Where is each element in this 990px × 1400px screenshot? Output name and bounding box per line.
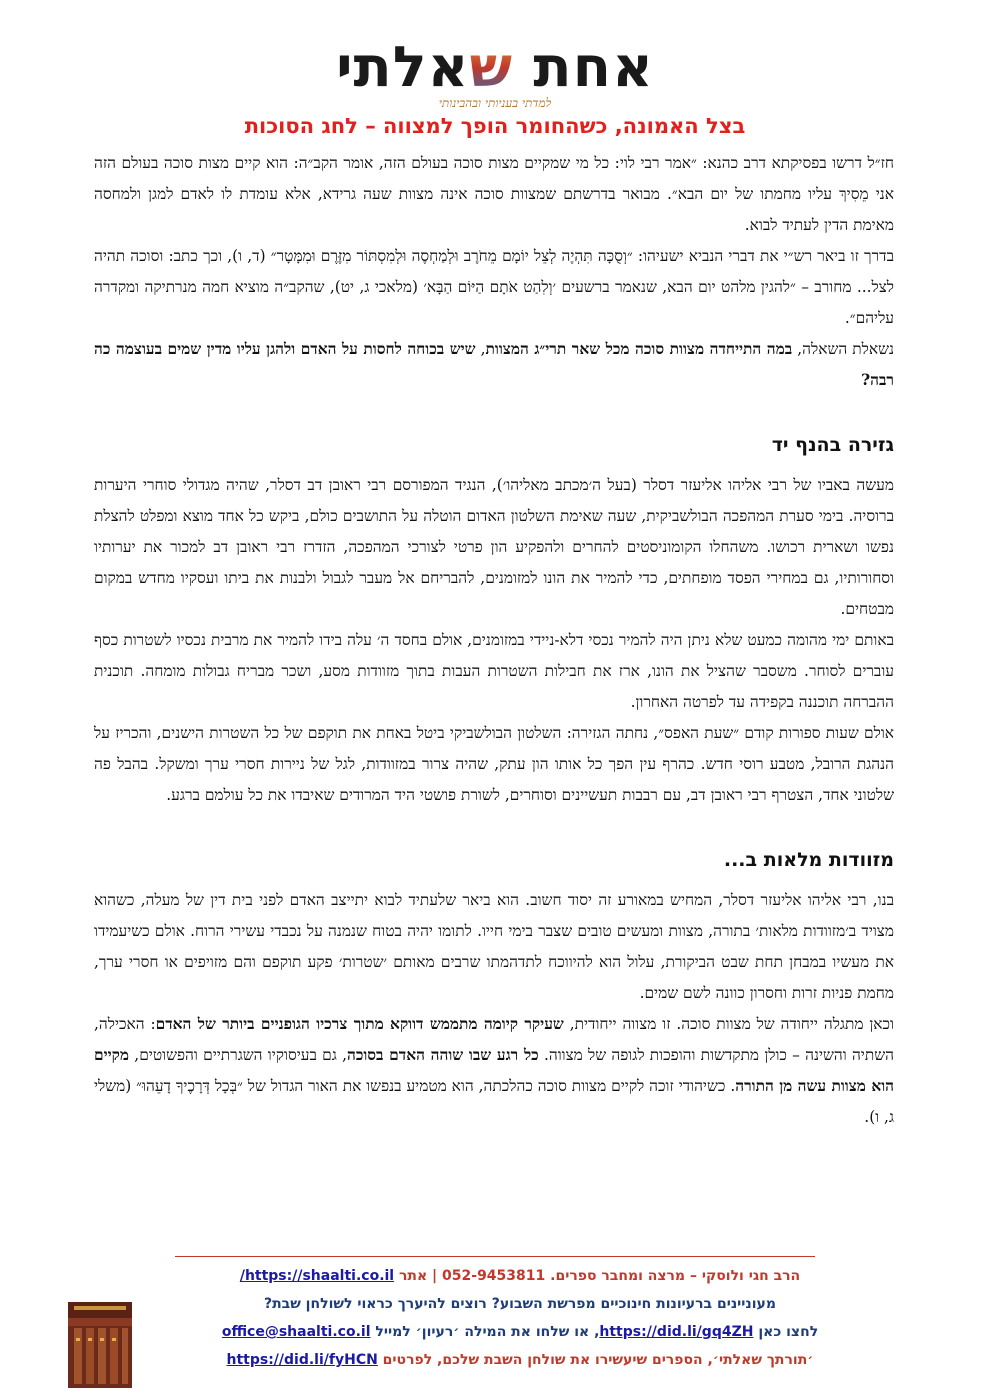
page-title: בצל האמונה, כשהחומר הופך למצווה – לחג הסוכות bbox=[244, 114, 746, 138]
footer-promo-line: מעוניינים ברעיונות חינוכיים מפרשת השבוע? רוצים להיערך כראוי לשולחן שבת? bbox=[263, 1296, 777, 1312]
intro-paragraph-1: חז״ל דרשו בפסיקתא דרב כהנא: ״אמר רבי לוי: כל מי שמקיים מצות סוכה בעולם הזה, אומר הקב״ה: הוא קיים מצות סוכה בעולם הזה אני מֵסִיךְ עליו מחמתו של יום הבא״. מבואר בדרשתם שמצוות סוכה אינה מצוות שעה גרידא, אלא עומדת לו לאדם למגן ולמחסה מאימת הדין לעתיד לבוא. bbox=[94, 154, 894, 234]
footer bbox=[150, 1262, 890, 1374]
logo-tagline: למדתי בעניותי ובהבינותי bbox=[438, 96, 552, 110]
logo-wordmark: אחת שאלתי bbox=[336, 35, 654, 100]
footer-contact-line: לחצו כאן https://did.li/gq4ZH, או שלחו את המילה ׳רעיון׳ למייל office@shaalti.co.il bbox=[221, 1324, 819, 1340]
intro-paragraph-3: נשאלת השאלה, במה התייחדה מצוות סוכה מכל שאר תרי״ג המצוות, שיש בכוחה לחסות על האדם ולהגן עליו מדין שמים בעוצמה כה רבה? bbox=[94, 340, 894, 389]
footer-author-line: הרב חגי ולוסקי – מרצה ומחבר ספרים. 052-9453811 | אתר https://shaalti.co.il/ bbox=[239, 1268, 801, 1284]
section1-paragraph-2: באותם ימי מהומה כמעט שלא ניתן היה להמיר נכסי דלא-ניידי במזומנים, אולם בחסד ה׳ עלה בידו להמיר את מרבית נכסיו לשטרות כסף עוברים לסוחר. משסבר שהציל את הונו, ארז את חבילות השטרות העבות בתוך מזוודות מסע, ושכר מבריח גבולות מומחה. תוכנית ההברחה תוכננה בקפידה עד לפרטה האחרון. bbox=[94, 631, 894, 711]
section1-paragraph-1: מעשה באביו של רבי אליהו אליעזר דסלר (בעל ה׳מכתב מאליהו׳), הנגיד המפורסם רבי ראובן דב דסלר, שהיה מגדולי סוחרי היערות ברוסיה. בימי סערת המהפכה הבולשביקית, שעה שאימת השלטון האדום הוטלה על התושבים כולם, ביקש כל אחד מוצא ומפלט להצלת נפשו ושארית רכושו. משהחלו הקומוניסטים להחרים ולהפקיע הון פרטי לצורכי המהפכה, הזדרז רבי ראובן דב למכור את יערותיו וסחורותיו, גם במחירי הפסד מופחתים, כדי להמיר את הונו למזומנים, להבריחם אל מעבר לגבול ולבנות את ביתו ועסקיו מחדש במקום מבטחים. bbox=[94, 476, 894, 618]
section2-paragraph-1: בנו, רבי אליהו אליעזר דסלר, המחיש במאורע זה יסוד חשוב. הוא ביאר שלעתיד לבוא יתייצב האדם לפני בית דין של מעלה, כשהוא מצויד ב׳מזוודות מלאות׳ בתורה, מצוות ומעשים טובים שצבר בימי חייו. לתומו יהיה בטוח שנמנה על נכבדי עשירי הרוח. אולם כשיעמידו את מעשיו במבחן תחת שבט הביקורת, עלול הוא להיווכח לתדהמתו שרבים מאותם ׳שטרות׳ פקע תוקפם והם מזויפים או חסרי ערך, מחמת פניות זרות וחסרון כוונה לשם שמים. bbox=[94, 891, 894, 1002]
email-link[interactable]: office@shaalti.co.il bbox=[221, 1324, 371, 1340]
section1-paragraph-3: אולם שעות ספורות קודם ״שעת האפס״, נחתה הגזירה: השלטון הבולשביקי ביטל באחת את תוקפם של כל השטרות הישנים, והכריז על הנהגת הרובל, מטבע רוסי חדש. כהרף עין הפך כל אותו הון עתק, שהיה צרור במזוודות, לגל של ניירות חסרי ערך ומשקל. בהבל פה שלטוני אחד, הצטרף רבי ראובן דב, עם רבבות תעשיינים וסוחרים, לשורת פושטי היד המרודים שאיבדו את כל עולמם ברגע. bbox=[94, 724, 894, 804]
section2-paragraph-2: וכאן מתגלה ייחודה של מצוות סוכה. זו מצווה ייחודית, שעיקר קיומה מתממש דווקא מתוך צרכיו הגופניים ביותר של האדם: האכילה, השתיה והשינה – כולן מתקדשות והופכות לגופה של מצווה. כל רגע שבו שוהה האדם בסוכה, גם בעיסוקיו השגרתיים והפשוטים, מקיים הוא מצוות עשה מן התורה. כשיהודי זוכה לקיים מצוות סוכה כהלכתה, הוא מטמיע בנפשו את האור הגדול של ״בְּכָל דְּרָכֶיךָ דָעֵהוּ״ (משלי ג, ו). bbox=[94, 1015, 894, 1126]
section-heading-suitcases: מזוודות מלאות ב... bbox=[723, 849, 894, 871]
footer-divider bbox=[175, 1256, 815, 1257]
book-set-image bbox=[60, 1298, 140, 1394]
did-link-2[interactable]: https://did.li/fyHCN bbox=[226, 1352, 378, 1368]
logo bbox=[0, 35, 990, 111]
site-link[interactable]: https://shaalti.co.il/ bbox=[239, 1268, 395, 1284]
did-link-1[interactable]: https://did.li/gq4ZH bbox=[599, 1324, 754, 1340]
article-body bbox=[94, 148, 894, 1133]
intro-paragraph-2: בדרך זו ביאר רש״י את דברי הנביא ישעיהו: ״וְסֻכָּה תִּהְיֶה לְצֵל יוֹמָם מֵחֹרֶב וּלְמַחְסֶה וּלְמִסְתּוֹר מִזֶּרֶם וּמִמָּטָר״ (ד, ו), וכך כתב: וסוכה תהיה לצל... מחורב – ״להגין מלהט יום הבא, שנאמר ברשעים ׳וְלִהַט אֹתָם הַיּוֹם הַבָּא׳ (מלאכי ג, יט), שהקב״ה מוציא חמה מנרתיקה ומקדרה עליהם״. bbox=[94, 247, 894, 327]
footer-books-line: ׳תורתך שאלתי׳, הספרים שיעשירו את שולחן השבת שלכם, לפרטים https://did.li/fyHCN bbox=[226, 1352, 814, 1368]
section-heading-decree: גזירה בהנף יד bbox=[771, 434, 894, 456]
